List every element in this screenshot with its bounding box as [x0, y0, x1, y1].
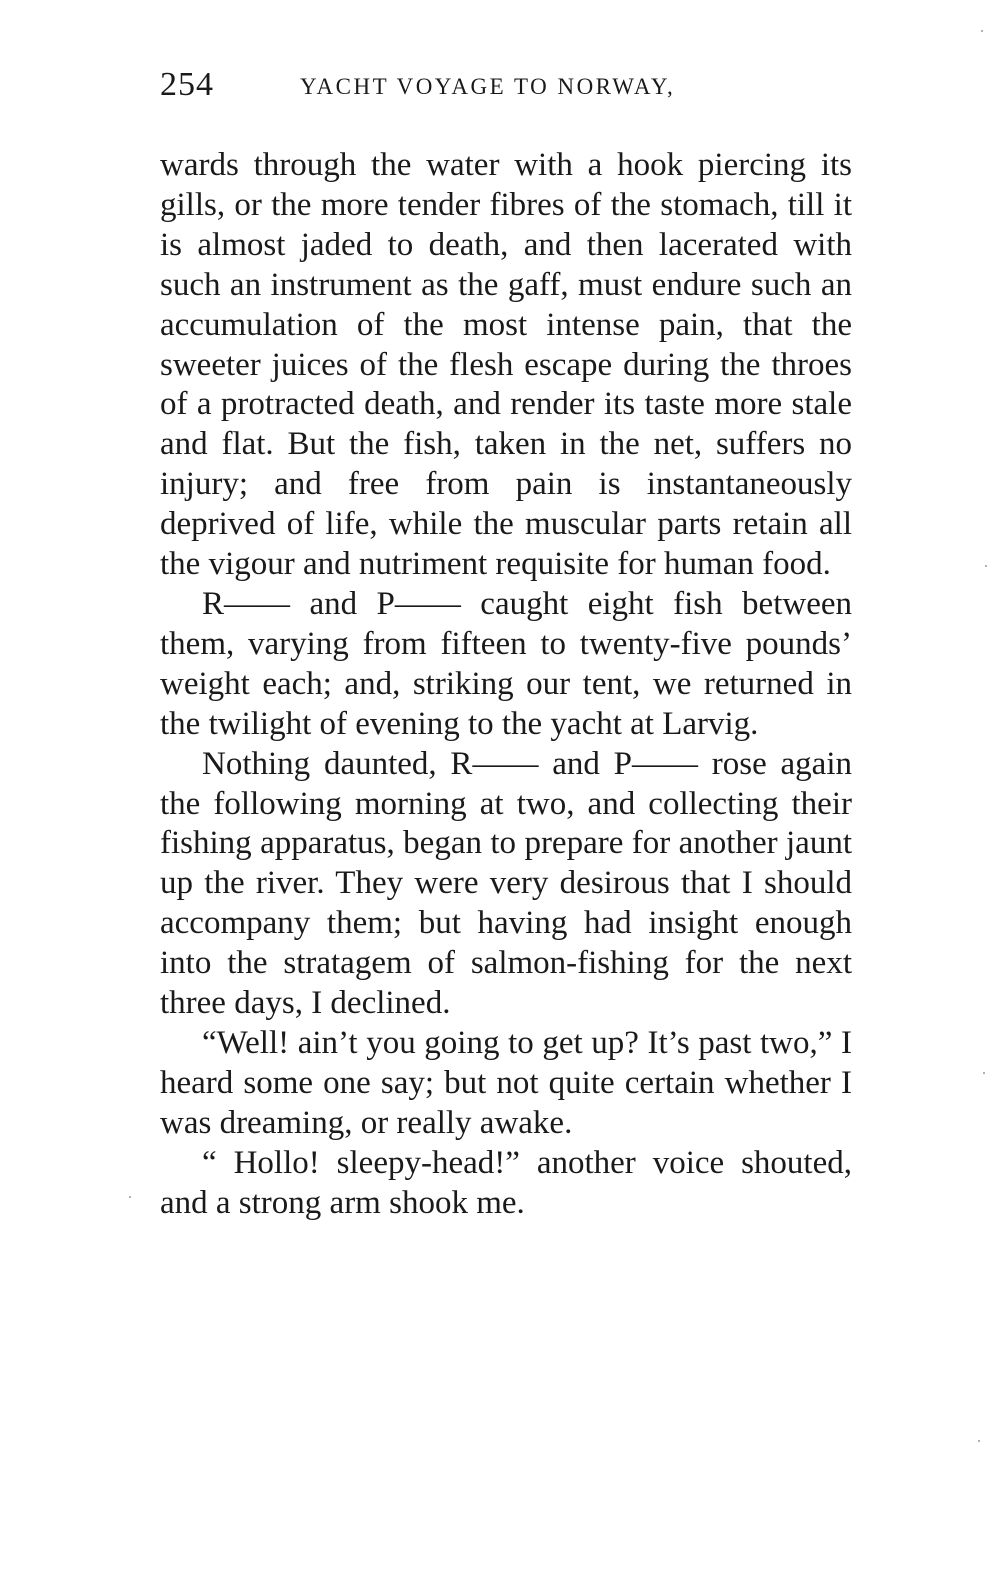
- paragraph-well-aint-you: “Well! ain’t you going to get up? It’s past two,” I heard some one say; but not quite certain whether I was dreaming, or really awake.: [160, 1024, 852, 1141]
- scan-speck: [129, 1196, 131, 1198]
- body-text: [160, 146, 852, 1223]
- paragraph-continuation: wards through the water with a hook piercing its gills, or the more tender fibres of the stomach, till it is almost jaded to death, and then lacerated with such an instrument as the gaff, must endure such an accumulation of the most intense pain, that the sweeter juices of the flesh escape during the throes of a protracted death, and render its taste more stale and flat. But the fish, taken in the net, suffers no injury; and free from pain is instantaneously deprived of life, while the muscular parts retain all the vigour and nutriment requisite for human food.: [160, 147, 852, 583]
- paragraph-fish-caught: R—— and P—— caught eight fish between them, varying from fifteen to twenty-five pounds’ weight each; and, striking our tent, we returned in the twilight of evening to the yacht at Larvig.: [160, 585, 852, 742]
- scan-speck: [983, 1072, 985, 1074]
- scan-speck: [981, 30, 983, 32]
- paragraph-hollo-sleepy-head: “ Hollo! sleepy-head!” another voice shouted, and a strong arm shook me.: [160, 1144, 852, 1221]
- scan-speck: [985, 565, 987, 567]
- page-number: 254: [160, 66, 214, 103]
- running-head: YACHT VOYAGE TO NORWAY,: [300, 74, 676, 99]
- scan-speck: [978, 1440, 980, 1442]
- paragraph-nothing-daunted: Nothing daunted, R—— and P—— rose again the following morning at two, and collecting their fishing apparatus, began to prepare for another jaunt up the river. They were very desirous that I should accompany them; but having had insight enough into the stratagem of salmon-fishing for the next three days, I declined.: [160, 745, 852, 1022]
- page-header: [160, 66, 860, 106]
